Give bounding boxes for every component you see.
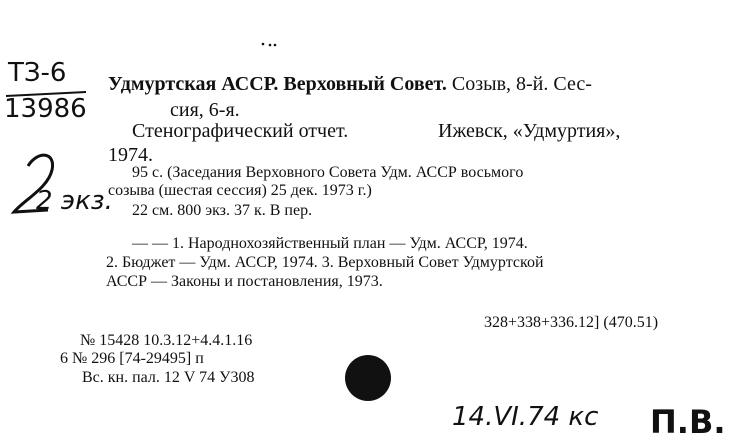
collation-line-1: 95 с. (Заседания Верховного Совета Удм. АССР восьмого — [132, 164, 524, 181]
shelfmark-line-1: ТЗ-6 — [8, 58, 67, 88]
registry-number: № 15428 10.3.12+4.4.1.16 — [80, 332, 253, 349]
collation-line-2: созыва (шестая сессия) 25 дек. 1973 г.) — [108, 182, 372, 199]
imprint-year: 1974. — [108, 144, 153, 166]
handwritten-initials: П.В. — [650, 403, 726, 441]
collation-line-3: 22 см. 800 экз. 37 к. В пер. — [132, 202, 313, 219]
card-heading — [108, 74, 592, 94]
issue-line: Вс. кн. пал. 12 V 74 У308 — [82, 369, 255, 386]
report-line: Стенографический отчет. — [132, 120, 349, 142]
title-part: Созыв, 8-й. Сес- — [451, 73, 592, 95]
title-continuation: сия, 6-я. — [170, 99, 240, 121]
classification: 328+338+336.12] (470.51) — [484, 314, 659, 331]
handwritten-date: 14.VI.74 кс — [452, 402, 599, 432]
corporate-author: Удмуртская АССР. Верховный Совет. — [108, 73, 447, 95]
imprint-place: Ижевск, «Удмуртия», — [438, 120, 621, 142]
subjects-line-2: 2. Бюджет — Удм. АССР, 1974. 3. Верховный Совет Удмуртской — [106, 254, 544, 271]
shelfmark-line-2: 13986 — [4, 94, 87, 124]
subjects-line-1: — — 1. Народнохозяйственный план — Удм. АССР, 1974. — [132, 235, 528, 252]
subjects-line-3: АССР — Законы и постановления, 1973. — [106, 273, 383, 290]
copies-note: 2 экз. — [36, 186, 113, 216]
order-number: 6 № 296 [74-29495] п — [60, 350, 204, 367]
ink-blot — [345, 355, 391, 401]
